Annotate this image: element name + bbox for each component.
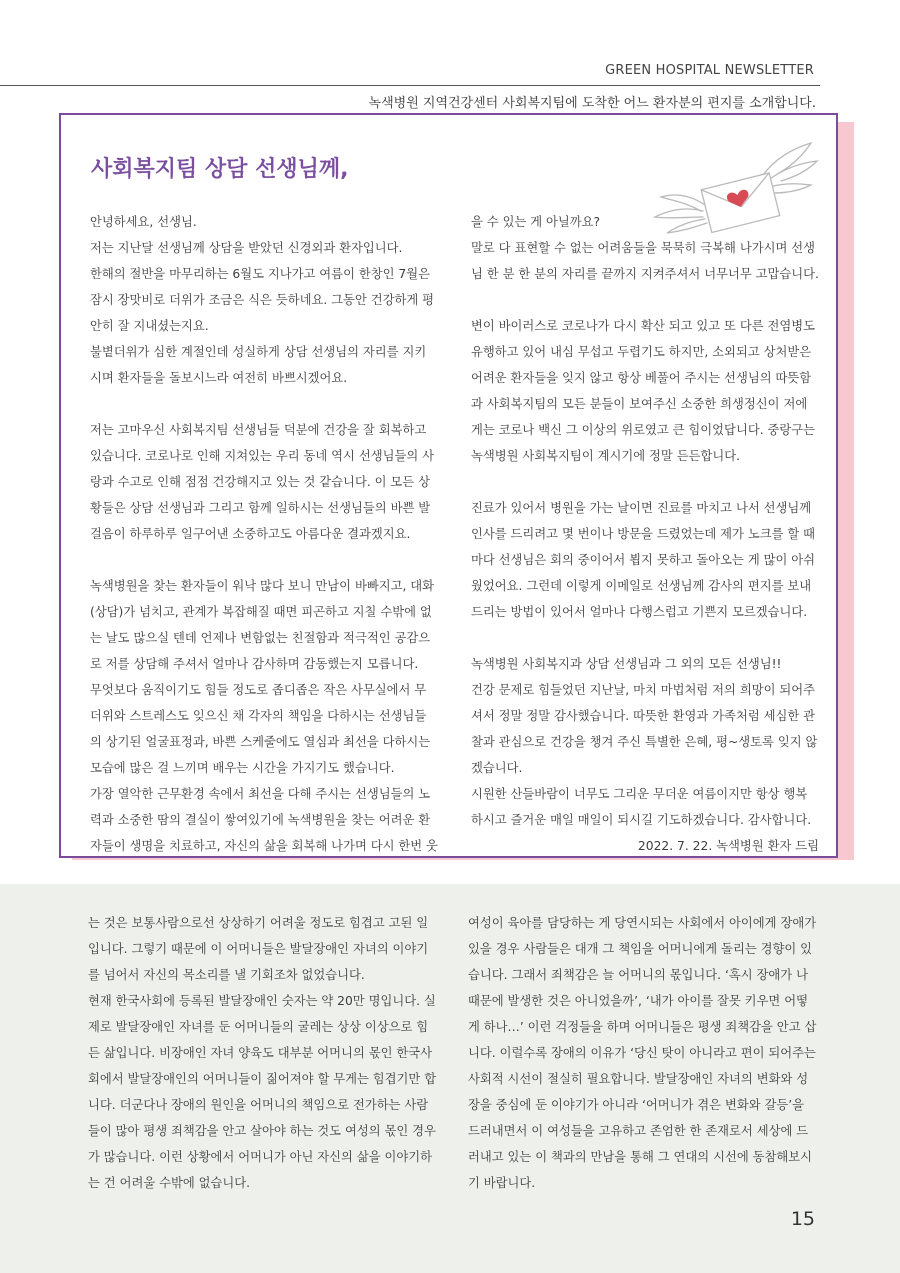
letter-column-right (471, 209, 819, 859)
letter-card (59, 113, 838, 858)
letter-paragraph: 변이 바이러스로 코로나가 다시 확산 되고 있고 또 다른 전염병도 유행하고 있어 내심 무섭고 두렵기도 하지만, 소외되고 상처받은 어려운 환자들을 잊지 않고 항상 베풀어 주시는 선생님의 따뜻함과 사회복지팀의 모든 분들이 보여주신 소중한 희생정신이 저에게는 코로나 백신 그 이상의 위로였고 큰 힘이었답니다. 중랑구는 녹색병원 사회복지팀이 계시기에 정말 든든합니다. (471, 319, 816, 463)
intro-text: 녹색병원 지역건강센터 사회복지팀에 도착한 어느 환자분의 편지를 소개합니다. (368, 96, 816, 111)
newsletter-label: GREEN HOSPITAL NEWSLETTER (605, 63, 814, 78)
letter-paragraph: 안녕하세요, 선생님. (90, 215, 197, 229)
letter-paragraph: 녹색병원을 찾는 환자들이 워낙 많다 보니 만남이 바빠지고, 대화(상담)가 넘치고, 관계가 복잡해질 때면 피곤하고 지칠 수밖에 없는 날도 많으실 텐데 언제나 변함없는 친절함과 적극적인 공감으로 저를 상담해 주셔서 얼마나 감사하며 감동했는지 모릅니다. (90, 579, 435, 671)
article-column-right (468, 910, 817, 1196)
letter-paragraph: 시원한 산들바람이 너무도 그리운 무더운 여름이지만 항상 행복하시고 즐거운 매일 매일이 되시길 기도하겠습니다. 감사합니다. (471, 787, 812, 827)
letter-paragraph: 녹색병원 사회복지과 상담 선생님과 그 외의 모든 선생님!! (471, 657, 782, 671)
letter-paragraph: 말로 다 표현할 수 없는 어려움들을 묵묵히 극복해 나가시며 선생님 한 분 한 분의 자리를 끝까지 지켜주셔서 너무너무 고맙습니다. (471, 241, 819, 281)
letter-paragraph: 저는 고마우신 사회복지팀 선생님들 덕분에 건강을 잘 회복하고 있습니다. 코로나로 인해 지쳐있는 우리 동네 역시 선생님들의 사랑과 수고로 인해 점점 건강해지고 있는 것 같습니다. 이 모든 상황들은 상담 선생님과 그리고 함께 일하시는 선생님들의 바쁜 발걸음이 하루하루 일구어낸 소중하고도 아름다운 결과겠지요. (90, 423, 435, 541)
article-paragraph: 현재 한국사회에 등록된 발달장애인 숫자는 약 20만 명입니다. 실제로 발달장애인 자녀를 둔 어머니들의 굴레는 상상 이상으로 힘든 삶입니다. 비장애인 자녀 양육도 대부분 어머니의 몫인 한국사회에서 발달장애인의 어머니들이 짊어져야 할 무게는 힘겹기만 합니다. 더군다나 장애의 원인을 어머니의 책임으로 전가하는 사람들이 많아 평생 죄책감을 안고 살아야 하는 것도 여성의 몫인 경우가 많습니다. 이런 상황에서 어머니가 아닌 자신의 삶을 이야기하는 건 어려울 수밖에 없습니다. (88, 994, 437, 1190)
letter-column-left (90, 209, 438, 859)
letter-paragraph: 한해의 절반을 마무리하는 6월도 지나가고 여름이 한창인 7월은 잠시 장맛비로 더위가 조금은 식은 듯하네요. 그동안 건강하게 평안히 잘 지내셨는지요. (90, 267, 435, 333)
letter-paragraph: 건강 문제로 힘들었던 지난날, 마치 마법처럼 저의 희망이 되어주셔서 정말 정말 감사했습니다. 따뜻한 환영과 가족처럼 세심한 관찰과 관심으로 건강을 챙겨 주신 특별한 은혜, 평~생토록 잊지 않겠습니다. (471, 683, 818, 775)
letter-paragraph: 을 수 있는 게 아닐까요? (471, 215, 601, 229)
page-number: 15 (790, 1208, 815, 1230)
letter-signature: 2022. 7. 22. 녹색병원 환자 드림 (637, 839, 819, 853)
article-paragraph: 여성이 육아를 담당하는 게 당연시되는 사회에서 아이에게 장애가 있을 경우 사람들은 대개 그 책임을 어머니에게 돌리는 경향이 있습니다. 그래서 죄책감은 늘 어머니의 몫입니다. ‘혹시 장애가 나 때문에 발생한 것은 아니었을까’, ‘내가 아이를 잘못 키우면 어떻게 하나…’ 이런 걱정들을 하며 어머니들은 평생 죄책감을 안고 삽니다. 이럴수록 장애의 이유가 ‘당신 탓이 아니라고 편이 되어주는 사회적 시선이 절실히 필요합니다. 발달장애인 자녀의 변화와 성장을 중심에 둔 이야기가 아니라 ‘어머니가 겪은 변화와 갈등’을 드러내면서 이 여성들을 고유하고 존엄한 한 존재로서 세상에 드러내고 있는 이 책과의 만남을 통해 그 연대의 시선에 동참해보시기 바랍니다. (468, 916, 817, 1190)
letter-title: 사회복지팀 상담 선생님께, (91, 157, 349, 182)
letter-paragraph: 진료가 있어서 병원을 가는 날이면 진료를 마치고 나서 선생님께 인사를 드리려고 몇 번이나 방문을 드렸었는데 제가 노크를 할 때마다 선생님은 회의 중이어서 뵙지 못하고 돌아오는 게 많이 아쉬웠었어요. 그런데 이렇게 이메일로 선생님께 감사의 편지를 보내드리는 방법이 있어서 얼마나 다행스럽고 기쁜지 모르겠습니다. (471, 501, 816, 619)
letter-paragraph: 무엇보다 움직이기도 힘들 정도로 좁디좁은 작은 사무실에서 무더위와 스트레스도 잊으신 채 각자의 책임을 다하시는 선생님들의 상기된 얼굴표정과, 바쁜 스케줄에도 열심과 최선을 다하시는 모습에 많은 걸 느끼며 배우는 시간을 가지기도 했습니다. (90, 683, 431, 775)
article-column-left (88, 910, 438, 1196)
letter-paragraph: 가장 열악한 근무환경 속에서 최선을 다해 주시는 선생님들의 노력과 소중한 땀의 결실이 쌓여있기에 녹색병원을 찾는 어려운 환자들이 생명을 치료하고, 자신의 삶을 회복해 나가며 다시 한번 웃 (90, 787, 438, 853)
article-section (0, 884, 900, 1273)
letter-paragraph: 불볕더위가 심한 계절인데 성실하게 상담 선생님의 자리를 지키시며 환자들을 돌보시느라 여전히 바쁘시겠어요. (90, 345, 427, 385)
letter-paragraph: 저는 지난달 선생님께 상담을 받았던 신경외과 환자입니다. (90, 241, 403, 255)
article-paragraph: 는 것은 보통사람으로선 상상하기 어려울 정도로 힘겹고 고된 일입니다. 그렇기 때문에 이 어머니들은 발달장애인 자녀의 이야기를 넘어서 자신의 목소리를 낼 기회조차 없었습니다. (88, 916, 429, 982)
header-rule (0, 85, 820, 86)
